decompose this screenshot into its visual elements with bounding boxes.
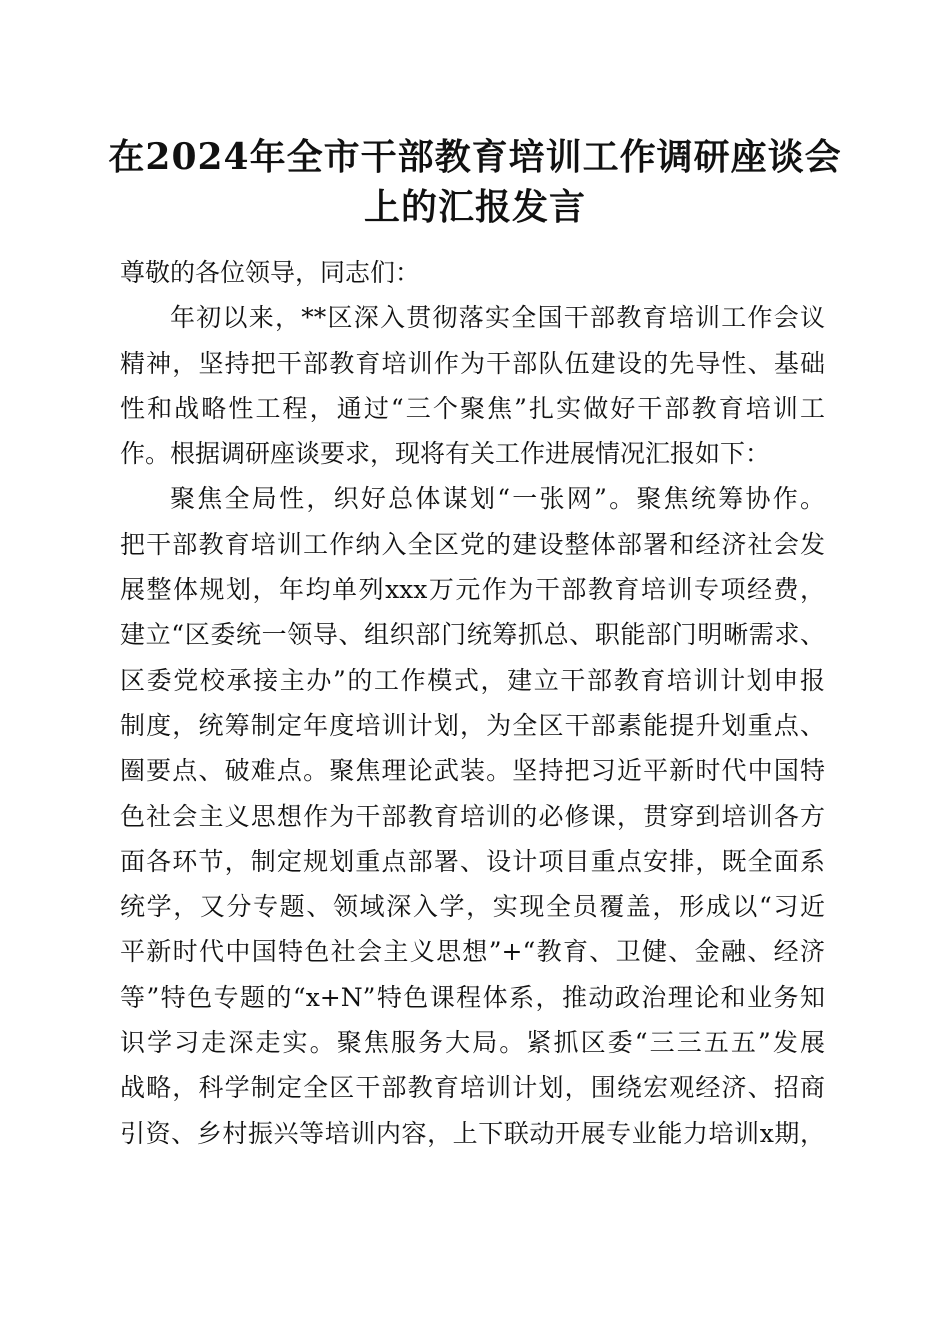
paragraph-2-line: 统学，又分专题、领域深入学，实现全员覆盖，形成以“习近 xyxy=(120,892,825,922)
paragraph-1-line: 精神，坚持把干部教育培训作为干部队伍建设的先导性、基础 xyxy=(120,348,825,378)
paragraph-2-line: 面各环节，制定规划重点部署、设计项目重点安排，既全面系 xyxy=(120,846,825,876)
paragraph-2-line: 展整体规划，年均单列xxx万元作为干部教育培训专项经费， xyxy=(120,575,825,605)
document-title xyxy=(100,132,850,232)
salutation: 尊敬的各位领导，同志们： xyxy=(120,258,421,287)
paragraph-2-line: 识学习走深走实。聚焦服务大局。紧抓区委“三三五五”发展 xyxy=(120,1028,825,1058)
paragraph-1-line: 性和战略性工程，通过“三个聚焦”扎实做好干部教育培训工 xyxy=(120,393,825,423)
document-body xyxy=(120,250,825,1156)
paragraph-1-line: 作。根据调研座谈要求，现将有关工作进展情况汇报如下： xyxy=(120,439,771,469)
paragraph-2-line: 把干部教育培训工作纳入全区党的建设整体部署和经济社会发 xyxy=(120,529,825,559)
paragraph-2-line: 区委党校承接主办”的工作模式，建立干部教育培训计划申报 xyxy=(120,665,825,695)
paragraph-2-line: 等”特色专题的“x+N”特色课程体系，推动政治理论和业务知 xyxy=(120,982,825,1012)
paragraph-2-line: 圈要点、破难点。聚焦理论武装。坚持把习近平新时代中国特 xyxy=(120,756,825,786)
paragraph-2-line: 引资、乡村振兴等培训内容，上下联动开展专业能力培训x期， xyxy=(120,1118,825,1148)
paragraph-2-line: 聚焦全局性，织好总体谋划“一张网”。聚焦统筹协作。 xyxy=(170,484,825,514)
title-line-1: 在2024年全市干部教育培训工作调研座谈会 xyxy=(108,136,842,178)
title-line-2: 上的汇报发言 xyxy=(363,186,586,228)
paragraph-2-line: 建立“区委统一领导、组织部门统筹抓总、职能部门明晰需求、 xyxy=(120,620,825,650)
paragraph-1-line: 年初以来，**区深入贯彻落实全国干部教育培训工作会议 xyxy=(170,303,825,333)
paragraph-2-line: 制度，统筹制定年度培训计划，为全区干部素能提升划重点、 xyxy=(120,710,825,740)
paragraph-2-line: 色社会主义思想作为干部教育培训的必修课，贯穿到培训各方 xyxy=(120,801,825,831)
paragraph-2-line: 平新时代中国特色社会主义思想”+“教育、卫健、金融、经济 xyxy=(120,937,825,967)
paragraph-2-line: 战略，科学制定全区干部教育培训计划，围绕宏观经济、招商 xyxy=(120,1073,825,1103)
